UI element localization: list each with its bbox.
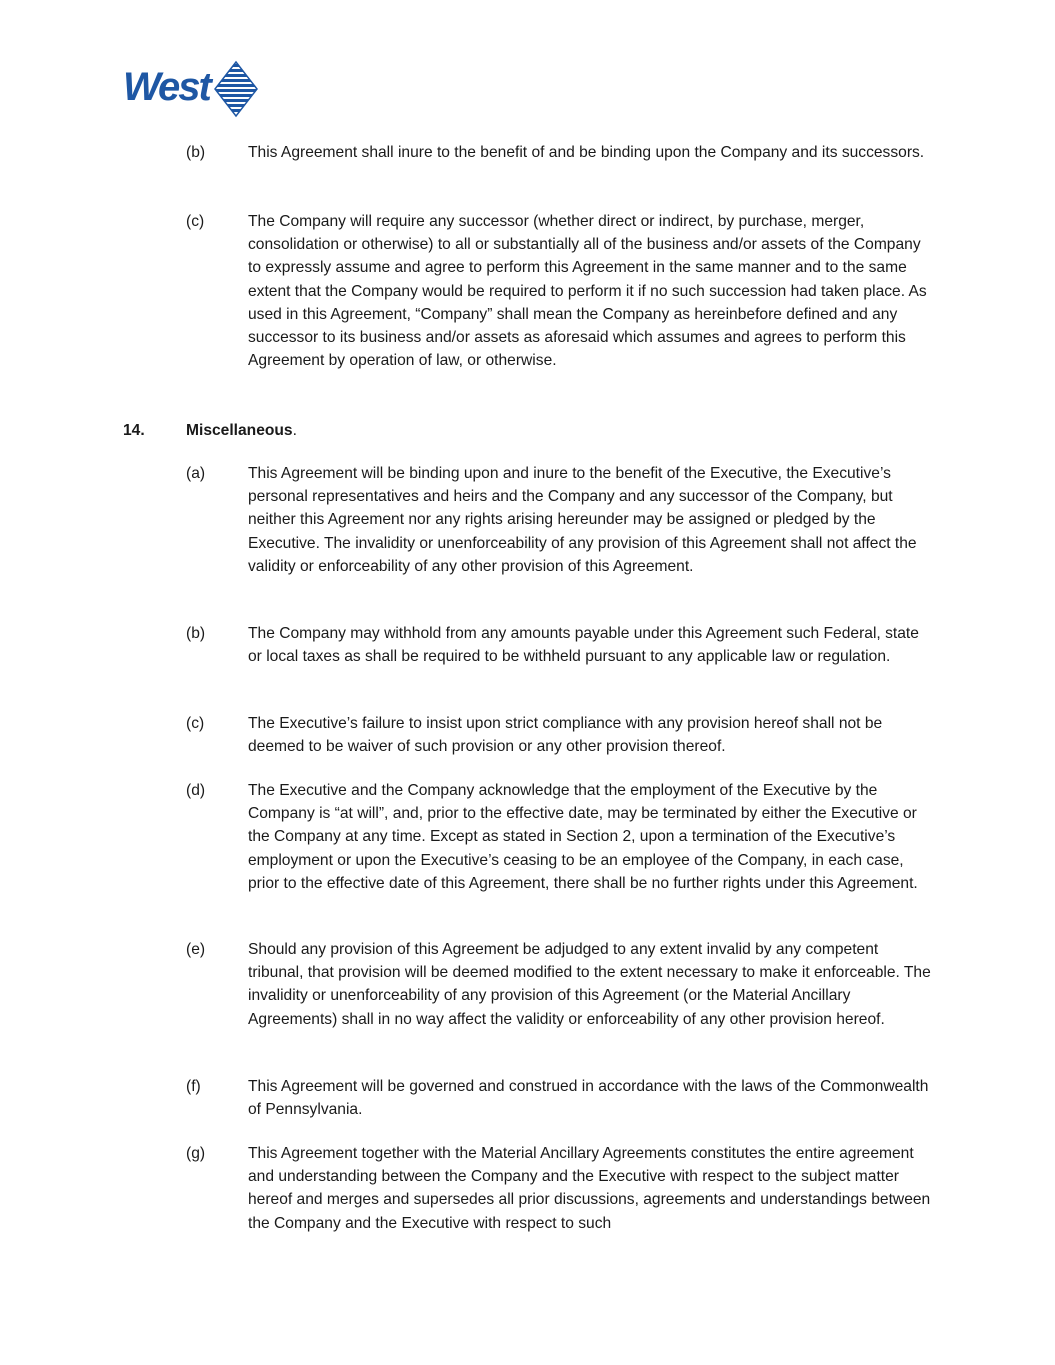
clause-14b (186, 622, 936, 668)
clause-label: (a) (186, 465, 206, 482)
west-logo (123, 60, 263, 118)
clause-14f (186, 1075, 936, 1121)
clause-14c (186, 712, 936, 758)
clause-text: The Company may withhold from any amounts payable under this Agreement such Federal, state or local taxes as shall be required to be withheld pursuant to any applicable law or regulation. (248, 625, 919, 666)
clause-text: This Agreement will be binding upon and inure to the benefit of the Executive, the Executive’s personal representatives and heirs and the Company and any successor of the Company, but neither this Agreement nor any rights arising hereunder may be assigned or pledged by the Executive. The invalidity or unenforceability of any provision of this Agreement shall not affect the validity or enforceability of any other provision of this Agreement. (248, 465, 917, 575)
clause-label: (b) (186, 625, 206, 642)
clause-label: (e) (186, 941, 206, 958)
clause-label: (c) (186, 213, 205, 230)
section-title-period: . (292, 422, 297, 439)
clause-text: The Company will require any successor (whether direct or indirect, by purchase, merger, consolidation or otherwise) to all or substantially all of the business and/or assets of the Company to expressly assume and agree to perform this Agreement in the same manner and to the same extent that the Company would be required to perform it if no such succession had taken place. As used in this Agreement, “Company” shall mean the Company as hereinbefore defined and any successor to its business and/or assets as aforesaid which assumes and agrees to perform this Agreement by operation of law, or otherwise. (248, 213, 927, 370)
clause-13c (186, 210, 936, 372)
clause-label: (c) (186, 715, 205, 732)
clause-14d (186, 779, 936, 895)
clause-14e (186, 938, 936, 1031)
clause-text: This Agreement will be governed and construed in accordance with the laws of the Commonwealth of Pennsylvania. (248, 1078, 929, 1119)
clause-label: (b) (186, 144, 206, 161)
clause-14g (186, 1142, 936, 1235)
clause-label: (g) (186, 1145, 206, 1162)
clause-text: This Agreement shall inure to the benefit of and be binding upon the Company and its successors. (248, 144, 925, 161)
section-number: 14. (123, 422, 145, 439)
clause-14a (186, 462, 936, 578)
clause-text: The Executive’s failure to insist upon strict compliance with any provision hereof shall not be deemed to be waiver of such provision or any other provision thereof. (248, 715, 883, 756)
clause-text: This Agreement together with the Material Ancillary Agreements constitutes the entire agreement and understanding between the Company and the Executive with respect to the subject matter hereof and merges and supersedes all prior discussions, agreements and understandings between the Company and the Executive with respect to such (248, 1145, 931, 1232)
clause-label: (d) (186, 782, 206, 799)
section-title: Miscellaneous (186, 422, 293, 439)
clause-13b (186, 141, 936, 164)
logo-wordmark: West (123, 65, 210, 109)
clause-text: The Executive and the Company acknowledge that the employment of the Executive by the Company is “at will”, and, prior to the effective date, may be terminated by either the Executive or the Company at any time. Except as stated in Section 2, upon a termination of the Executive’s employment or upon the Executive’s ceasing to be an employee of the Company, in each case, prior to the effective date of this Agreement, there shall be no further rights under this Agreement. (248, 782, 918, 892)
section-heading-14 (123, 419, 297, 442)
clause-text: Should any provision of this Agreement be adjudged to any extent invalid by any competent tribunal, that provision will be deemed modified to the extent necessary to make it enforceable. The invalidity or unenforceability of any provision of this Agreement (or the Material Ancillary Agreements) shall in no way affect the validity or enforceability of any other provision hereof. (248, 941, 931, 1028)
diamond-logo-icon (213, 60, 259, 118)
clause-label: (f) (186, 1078, 201, 1095)
